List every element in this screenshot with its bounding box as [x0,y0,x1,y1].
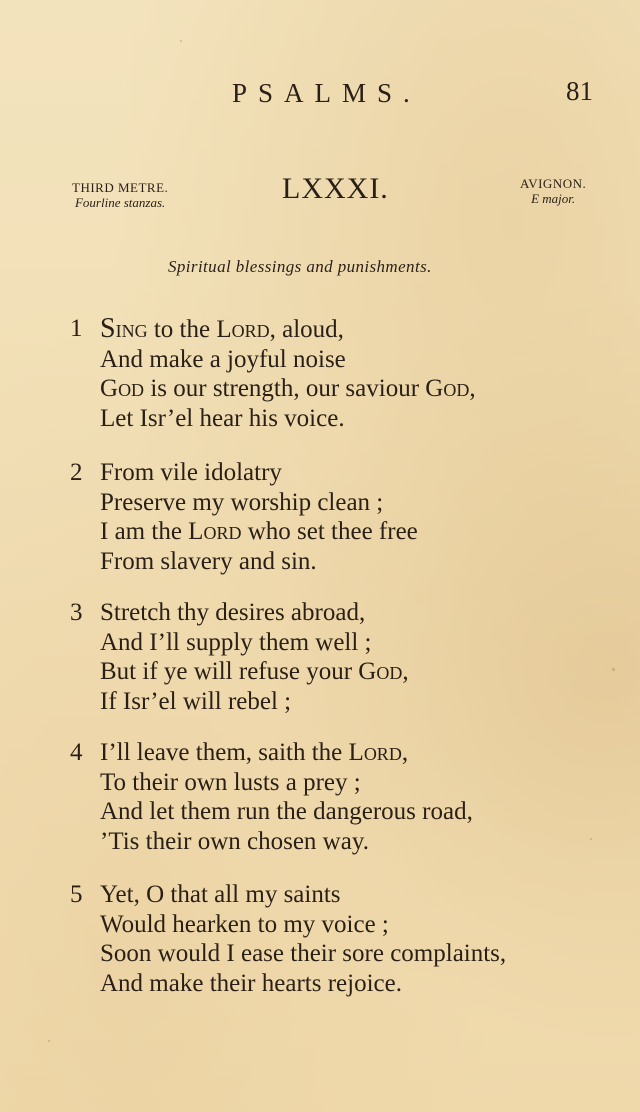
verse-line: Yet, O that all my saints [100,881,341,908]
verse-line: And make their hearts rejoice. [100,969,402,997]
meter-name: THIRD METRE. [72,180,169,195]
verse-line: From slavery and sin. [100,547,317,575]
paper-speck [48,1040,50,1042]
paper-speck [612,668,615,671]
verse-line: And let them run the dangerous road, [100,798,473,825]
tune-name: AVIGNON. [520,176,587,191]
stanza-number: 2 [70,459,83,486]
running-title: PSALMS. [232,78,421,108]
stanza-4 [70,738,610,856]
verse-line: Sing to the Lord, aloud, [100,313,344,344]
tune-info [520,176,586,206]
verse-line: I am the Lord who set thee free [100,518,418,545]
page-number: 81 [566,76,593,106]
psalm-subtitle: Spiritual blessings and punishments. [168,257,432,276]
paper-speck [590,838,592,840]
stanza-1 [70,314,610,433]
verse-line: If Isr’el will rebel ; [100,687,292,715]
verse-line: Stretch thy desires abroad, [100,599,366,626]
verse-line: Soon would I ease their sore complaints, [100,940,507,967]
psalm-number: LXXXI. [282,172,389,205]
verse-line: Would hearken to my voice ; [100,910,389,938]
verse-line: ’Tis their own chosen way. [100,827,369,855]
meter-info [72,180,168,210]
stanza-number: 4 [70,739,83,766]
verse-line: To their own lusts a prey ; [100,768,361,796]
stanza-number: 5 [70,881,83,908]
stanza-form: Fourline stanzas. [74,195,166,210]
verse-line: Preserve my worship clean ; [100,488,384,516]
stanza-3 [70,598,610,716]
verse-line: God is our strength, our saviour God, [100,375,476,402]
verse-line: And make a joyful noise [100,345,346,373]
paper-speck [180,40,182,42]
stanza-2 [70,458,610,576]
stanza-number: 3 [70,599,83,626]
verse-line: I’ll leave them, saith the Lord, [100,739,409,766]
verse-line: Let Isr’el hear his voice. [100,404,345,432]
verse-line: But if ye will refuse your God, [100,658,409,685]
stanza-5 [70,880,610,998]
verse-line: From vile idolatry [100,459,282,486]
tune-key: E major. [531,191,576,206]
stanza-number: 1 [70,315,83,342]
verse-line: And I’ll supply them well ; [100,628,372,656]
